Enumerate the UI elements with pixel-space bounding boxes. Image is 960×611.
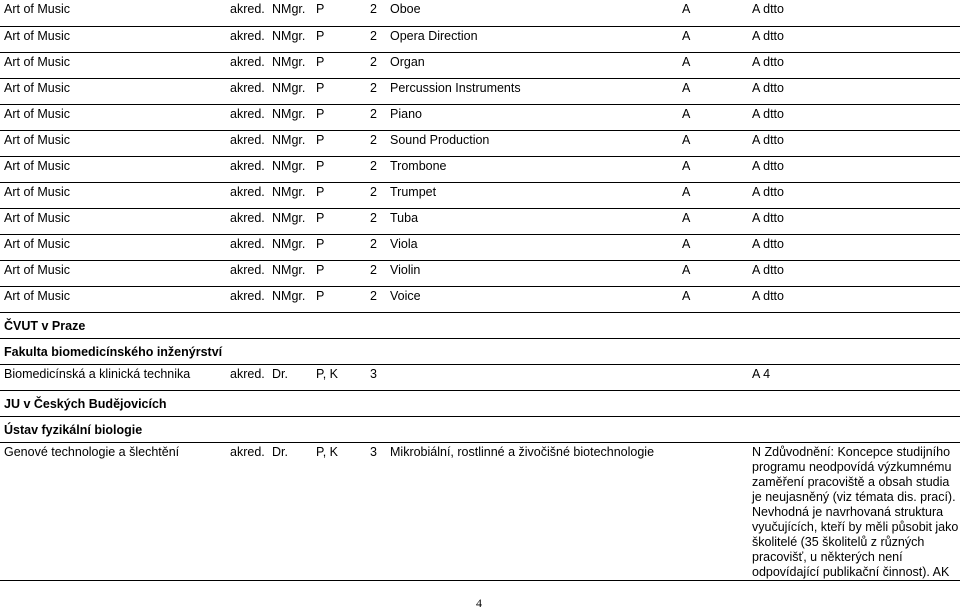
form-cell: P <box>316 286 370 312</box>
years-cell: 2 <box>370 26 390 52</box>
years-cell: 2 <box>370 208 390 234</box>
degree-cell: NMgr. <box>272 156 316 182</box>
years-cell: 2 <box>370 234 390 260</box>
years-cell: 2 <box>370 0 390 26</box>
degree-cell: NMgr. <box>272 286 316 312</box>
ju-section <box>0 390 960 580</box>
field-cell: Art of Music <box>0 104 230 130</box>
cvut-section <box>0 312 960 390</box>
decision-cell: A <box>682 260 752 286</box>
accreditation-cell: akred. <box>230 260 272 286</box>
table-row <box>0 52 960 78</box>
field-cell: Art of Music <box>0 286 230 312</box>
field-cell: Biomedicínská a klinická technika <box>0 364 230 390</box>
table-row <box>0 234 960 260</box>
degree-cell: NMgr. <box>272 208 316 234</box>
decision-cell: A <box>682 182 752 208</box>
accreditation-cell: akred. <box>230 78 272 104</box>
institution-heading: ČVUT v Praze <box>0 312 960 338</box>
specialization-cell: Trumpet <box>390 182 682 208</box>
years-cell: 2 <box>370 156 390 182</box>
accreditation-cell: akred. <box>230 0 272 26</box>
field-cell: Art of Music <box>0 0 230 26</box>
degree-cell: NMgr. <box>272 0 316 26</box>
decision-cell: A <box>682 104 752 130</box>
degree-cell: NMgr. <box>272 26 316 52</box>
table-row <box>0 156 960 182</box>
accreditation-cell: akred. <box>230 156 272 182</box>
specialization-cell: Tuba <box>390 208 682 234</box>
page-number: 4 <box>476 596 482 610</box>
degree-cell: NMgr. <box>272 52 316 78</box>
field-cell: Art of Music <box>0 26 230 52</box>
years-cell: 2 <box>370 182 390 208</box>
specialization-cell: Mikrobiální, rostlinné a živočišné biotechnologie <box>390 442 682 580</box>
degree-cell: NMgr. <box>272 78 316 104</box>
table-row <box>0 442 960 580</box>
decision-cell: A <box>682 0 752 26</box>
form-cell: P, K <box>316 442 370 580</box>
note-cell: A dtto <box>752 208 960 234</box>
accreditation-cell: akred. <box>230 208 272 234</box>
table-row <box>0 26 960 52</box>
accreditation-cell: akred. <box>230 26 272 52</box>
specialization-cell: Piano <box>390 104 682 130</box>
years-cell: 3 <box>370 364 390 390</box>
form-cell: P <box>316 104 370 130</box>
accreditation-cell: akred. <box>230 286 272 312</box>
form-cell: P <box>316 78 370 104</box>
form-cell: P <box>316 260 370 286</box>
years-cell: 2 <box>370 260 390 286</box>
table-row <box>0 78 960 104</box>
degree-cell: NMgr. <box>272 260 316 286</box>
accreditation-cell: akred. <box>230 442 272 580</box>
years-cell: 2 <box>370 52 390 78</box>
accreditation-cell: akred. <box>230 234 272 260</box>
accreditation-cell: akred. <box>230 364 272 390</box>
field-cell: Art of Music <box>0 208 230 234</box>
field-cell: Art of Music <box>0 182 230 208</box>
table-row <box>0 130 960 156</box>
specialization-cell: Viola <box>390 234 682 260</box>
table-row <box>0 0 960 26</box>
table-row <box>0 208 960 234</box>
decision-cell: A <box>682 78 752 104</box>
degree-cell: Dr. <box>272 442 316 580</box>
years-cell: 2 <box>370 104 390 130</box>
note-cell: A dtto <box>752 0 960 26</box>
form-cell: P <box>316 130 370 156</box>
accreditation-cell: akred. <box>230 52 272 78</box>
years-cell: 2 <box>370 78 390 104</box>
note-cell: N Zdůvodnění: Koncepce studijního programu neodpovídá výzkumnému zaměření pracoviště a obsah studia je neujasněný (viz témata dis. prací). Nevhodná je navrhovaná struktura vyučujících, kteří by měli působit jako školitelé (35 školitelů z různých pracovišť, u některých není odpovídající publikační činnost). AK <box>752 442 960 580</box>
form-cell: P <box>316 208 370 234</box>
specialization-cell: Sound Production <box>390 130 682 156</box>
decision-cell <box>682 442 752 580</box>
decision-cell: A <box>682 286 752 312</box>
form-cell: P <box>316 234 370 260</box>
form-cell: P <box>316 26 370 52</box>
field-cell: Genové technologie a šlechtění <box>0 442 230 580</box>
form-cell: P <box>316 52 370 78</box>
faculty-heading: Ústav fyzikální biologie <box>0 416 960 442</box>
note-cell: A dtto <box>752 156 960 182</box>
years-cell: 2 <box>370 286 390 312</box>
specialization-cell: Percussion Instruments <box>390 78 682 104</box>
field-cell: Art of Music <box>0 130 230 156</box>
degree-cell: NMgr. <box>272 130 316 156</box>
form-cell: P <box>316 156 370 182</box>
note-cell: A dtto <box>752 234 960 260</box>
specialization-cell: Organ <box>390 52 682 78</box>
form-cell: P <box>316 182 370 208</box>
note-cell: A dtto <box>752 78 960 104</box>
field-cell: Art of Music <box>0 156 230 182</box>
decision-cell: A <box>682 156 752 182</box>
note-cell: A dtto <box>752 260 960 286</box>
table-row <box>0 182 960 208</box>
accreditation-cell: akred. <box>230 182 272 208</box>
decision-cell: A <box>682 208 752 234</box>
note-cell: A dtto <box>752 52 960 78</box>
specialization-cell: Violin <box>390 260 682 286</box>
decision-cell: A <box>682 26 752 52</box>
decision-cell: A <box>682 130 752 156</box>
specialization-cell: Trombone <box>390 156 682 182</box>
note-cell: A dtto <box>752 182 960 208</box>
table-row <box>0 104 960 130</box>
degree-cell: NMgr. <box>272 182 316 208</box>
specialization-cell <box>390 364 682 390</box>
field-cell: Art of Music <box>0 260 230 286</box>
decision-cell: A <box>682 52 752 78</box>
note-cell: A dtto <box>752 130 960 156</box>
accreditation-cell: akred. <box>230 130 272 156</box>
faculty-heading: Fakulta biomedicínského inženýrství <box>0 338 960 364</box>
note-cell: A dtto <box>752 286 960 312</box>
form-cell: P, K <box>316 364 370 390</box>
field-cell: Art of Music <box>0 52 230 78</box>
years-cell: 3 <box>370 442 390 580</box>
note-cell: A 4 <box>752 364 960 390</box>
accreditation-cell: akred. <box>230 104 272 130</box>
form-cell: P <box>316 0 370 26</box>
institution-heading: JU v Českých Budějovicích <box>0 390 960 416</box>
decision-cell <box>682 364 752 390</box>
degree-cell: NMgr. <box>272 234 316 260</box>
table-row <box>0 364 960 390</box>
degree-cell: Dr. <box>272 364 316 390</box>
field-cell: Art of Music <box>0 78 230 104</box>
decision-cell: A <box>682 234 752 260</box>
degree-cell: NMgr. <box>272 104 316 130</box>
table-row <box>0 260 960 286</box>
specialization-cell: Voice <box>390 286 682 312</box>
years-cell: 2 <box>370 130 390 156</box>
specialization-cell: Oboe <box>390 0 682 26</box>
field-cell: Art of Music <box>0 234 230 260</box>
note-cell: A dtto <box>752 26 960 52</box>
note-cell: A dtto <box>752 104 960 130</box>
table-row <box>0 286 960 312</box>
specialization-cell: Opera Direction <box>390 26 682 52</box>
